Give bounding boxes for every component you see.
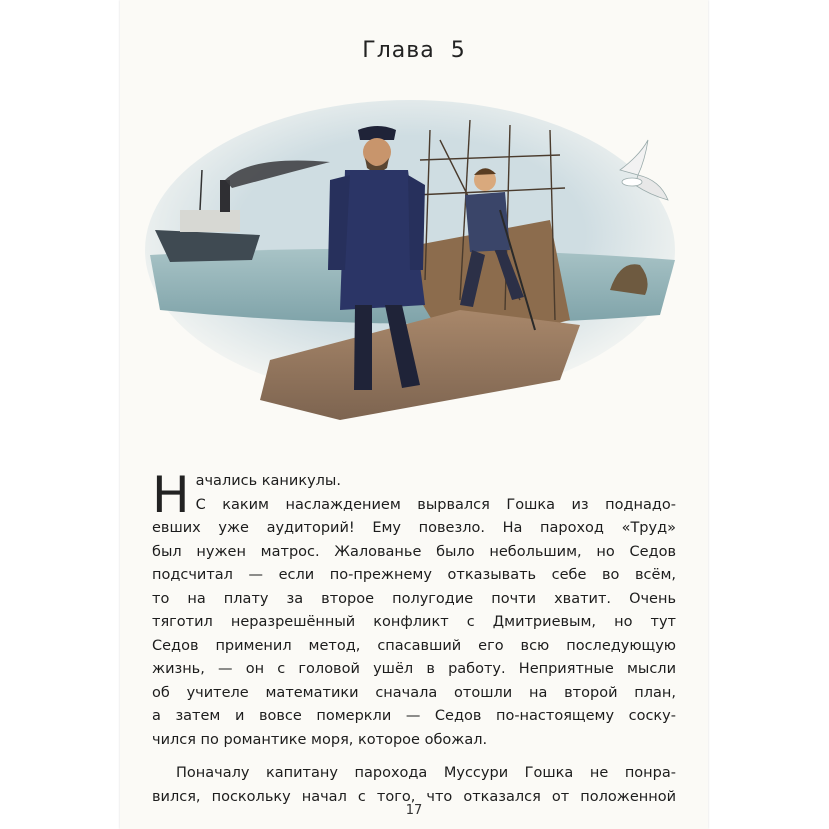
chapter-word: Глава <box>362 38 435 63</box>
paragraph-1 <box>152 466 676 752</box>
body-text <box>152 466 676 809</box>
text-line: подсчитал — если по-прежнему отказывать себе во всём, <box>152 567 676 583</box>
text-line: жизнь, — он с головой ушёл в работу. Неприятные мысли <box>152 661 676 677</box>
chapter-number: 5 <box>450 38 466 63</box>
text-line: ачались каникулы. <box>195 473 341 489</box>
text-line: Поначалу капитану парохода Муссури Гошка не понра- <box>176 765 676 781</box>
chapter-heading <box>120 38 708 63</box>
drop-cap: Н <box>152 466 190 524</box>
paragraph-2 <box>152 762 676 809</box>
page-number: 17 <box>405 803 423 818</box>
text-line: чился по романтике моря, которое обожал. <box>152 731 488 748</box>
text-line: об учителе математики сначала отошли на второй план, <box>152 684 676 701</box>
text-line: был нужен матрос. Жалованье было небольшим, но Седов <box>152 543 676 560</box>
text-line: С каким наслаждением вырвался Гошка из поднадо- <box>195 496 676 513</box>
text-line: то на плату за второе полугодие почти хватит. Очень <box>152 590 676 607</box>
text-line: Седов применил метод, спасавший его всю последующую <box>152 637 676 654</box>
chapter-illustration <box>140 100 680 420</box>
book-page <box>120 0 708 829</box>
text-line: вился, поскольку начал с того, что отказался от положенной <box>152 788 676 805</box>
text-line: евших уже аудиторий! Ему повезло. На пароход «Труд» <box>152 520 676 536</box>
text-line: тяготил неразрешённый конфликт с Дмитриевым, но тут <box>152 614 676 630</box>
text-line: а затем и вовсе померкли — Седов по-настоящему соску- <box>152 708 676 724</box>
